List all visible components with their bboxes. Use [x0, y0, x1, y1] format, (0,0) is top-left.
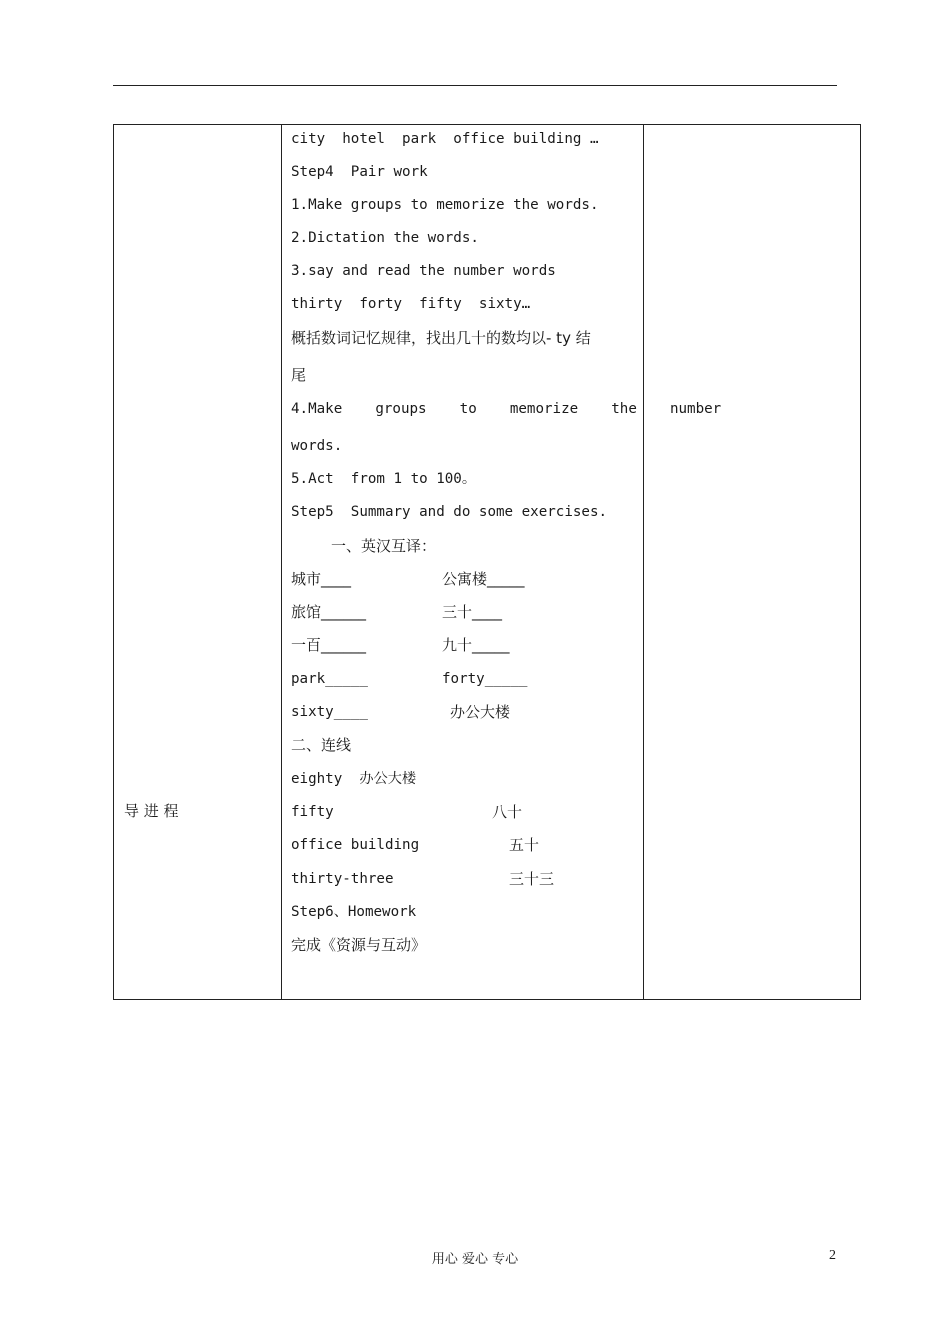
step4-heading: Step4 Pair work — [291, 164, 428, 180]
match-item-left: thirty-three — [291, 871, 394, 887]
exercise-item: sixty____ — [291, 704, 368, 720]
homework-text: 完成《资源与互动》 — [291, 936, 427, 954]
column-divider — [643, 125, 644, 999]
exercise-1-heading: 一、英汉互译： — [331, 537, 437, 555]
step-item: 3.say and read the number words — [291, 263, 556, 279]
exercise-item: 三十____ — [442, 603, 503, 621]
step-item: 5.Act from 1 to 100。 — [291, 471, 477, 487]
rule-text-continued: 尾 — [291, 366, 307, 384]
exercise-2-heading: 二、连线 — [291, 736, 352, 754]
exercise-item: park_____ — [291, 671, 368, 687]
column-divider — [281, 125, 282, 999]
header-rule — [113, 85, 837, 86]
step-item: 2.Dictation the words. — [291, 230, 479, 246]
vocab-line: city hotel park office building … — [291, 131, 599, 147]
step-item-continued: words. — [291, 438, 343, 454]
match-item-right: 三十三 — [509, 870, 555, 888]
match-item-right: 五十 — [509, 836, 540, 854]
footer-motto: 用心 爱心 专心 — [431, 1252, 519, 1267]
exercise-item: forty_____ — [442, 671, 528, 687]
match-item-left: office building — [291, 837, 420, 853]
step5-heading: Step5 Summary and do some exercises. — [291, 504, 608, 520]
step-item: 1.Make groups to memorize the words. — [291, 197, 599, 213]
exercise-item: 一百______ — [291, 636, 367, 654]
stage-label: 导 进 程 — [124, 802, 179, 820]
match-item: eighty 办公大楼 — [291, 771, 417, 787]
exercise-item: 九十_____ — [442, 636, 510, 654]
lesson-plan-table — [113, 124, 861, 1000]
exercise-item: 旅馆______ — [291, 603, 367, 621]
step6-heading: Step6、Homework — [291, 904, 417, 920]
match-item-left: fifty — [291, 804, 334, 820]
exercise-item: 办公大楼 — [450, 703, 511, 721]
number-words-line: thirty forty fifty sixty… — [291, 296, 531, 312]
step-item: 4.Make groups to memorize the number — [291, 401, 722, 417]
page-number: 2 — [829, 1248, 836, 1263]
exercise-item: 城市____ — [291, 570, 352, 588]
rule-text: 概括数词记忆规律，找出几十的数均以- ty 结 — [291, 329, 591, 347]
match-item-right: 八十 — [492, 803, 523, 821]
exercise-item: 公寓楼_____ — [442, 570, 525, 588]
